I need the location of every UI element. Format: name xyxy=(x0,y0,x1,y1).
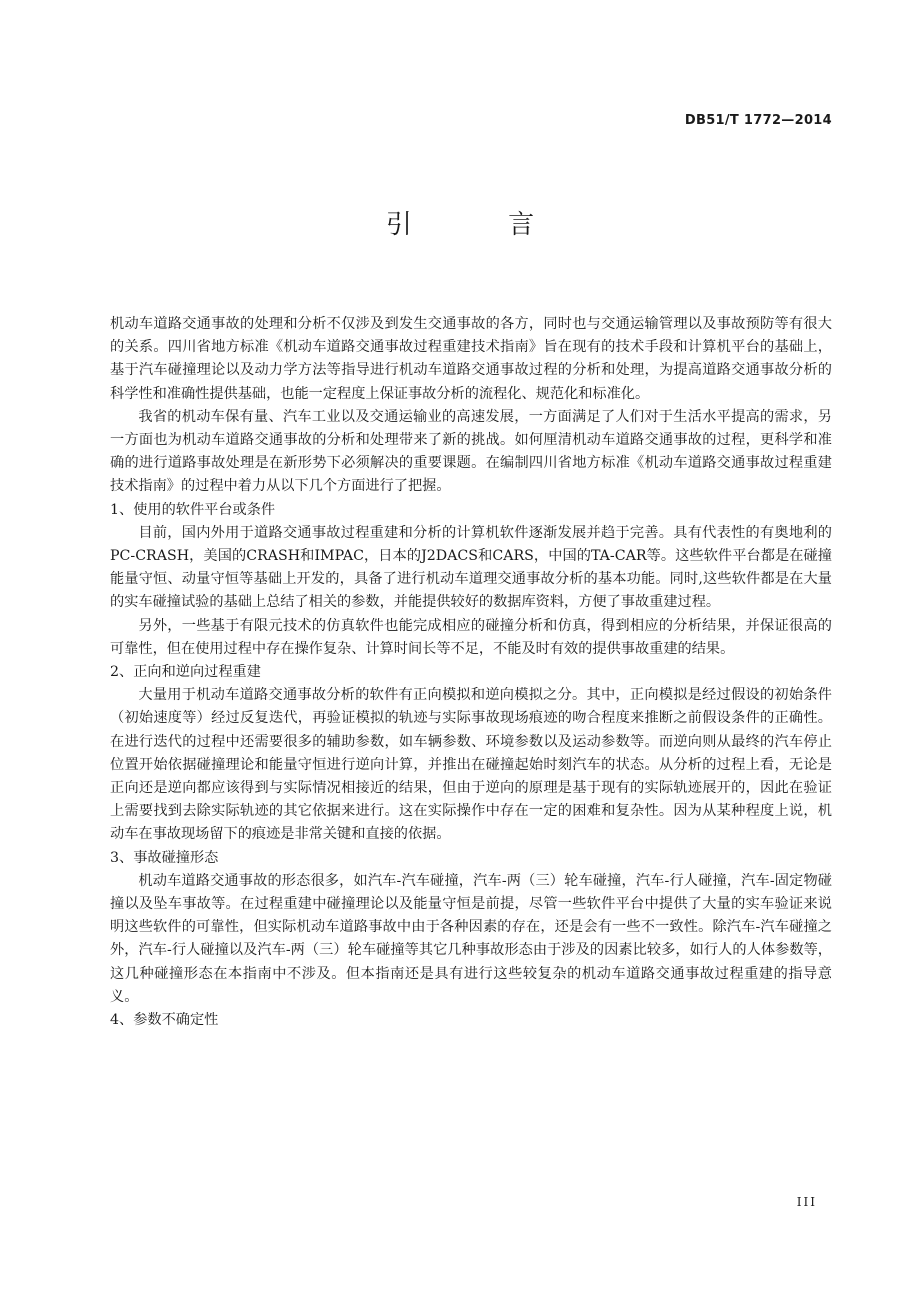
paragraph: 另外，一些基于有限元技术的仿真软件也能完成相应的碰撞分析和仿真，得到相应的分析结果，并保证很高的可靠性，但在使用过程中存在操作复杂、计算时间长等不足，不能及时有效的提供事故重建的结果。 xyxy=(110,617,832,657)
section-heading-3: 3、事故碰撞形态 xyxy=(110,849,219,866)
paragraph: 目前，国内外用于道路交通事故过程重建和分析的计算机软件逐渐发展并趋于完善。具有代表性的有奥地利的PC-CRASH，美国的CRASH和IMPAC，日本的J2DACS和CARS，中国的TA-CAR等。这些软件平台都是在碰撞能量守恒、动量守恒等基础上开发的，具备了进行机动车道理交通事故分析的基本功能。同时,这些软件都是在大量的实车碰撞试验的基础上总结了相关的参数，并能提供较好的数据库资料，方便了事故重建过程。 xyxy=(110,524,832,611)
page-title: 引 言 xyxy=(385,210,579,240)
paragraph: 我省的机动车保有量、汽车工业以及交通运输业的高速发展，一方面满足了人们对于生活水平提高的需求，另一方面也为机动车道路交通事故的分析和处理带来了新的挑战。如何厘清机动车道路交通事故的过程，更科学和准确的进行道路事故处理是在新形势下必须解决的重要课题。在编制四川省地方标准《机动车道路交通事故过程重建技术指南》的过程中着力从以下几个方面进行了把握。 xyxy=(110,408,832,495)
section-heading-1: 1、使用的软件平台或条件 xyxy=(110,501,276,518)
body-text xyxy=(110,313,832,1032)
section-heading-4: 4、参数不确定性 xyxy=(110,1012,219,1029)
paragraph-intro: 机动车道路交通事故的处理和分析不仅涉及到发生交通事故的各方，同时也与交通运输管理以及事故预防等有很大的关系。四川省地方标准《机动车道路交通事故过程重建技术指南》旨在现有的技术手段和计算机平台的基础上，基于汽车碰撞理论以及动力学方法等指导进行机动车道路交通事故过程的分析和处理，为提高道路交通事故分析的科学性和准确性提供基础，也能一定程度上保证事故分析的流程化、规范化和标准化。 xyxy=(110,316,832,402)
paragraph: 机动车道路交通事故的形态很多，如汽车-汽车碰撞，汽车-两（三）轮车碰撞，汽车-行人碰撞，汽车-固定物碰撞以及坠车事故等。在过程重建中碰撞理论以及能量守恒是前提，尽管一些软件平台中提供了大量的实车验证来说明这些软件的可靠性，但实际机动车道路事故中由于各种因素的存在，还是会有一些不一致性。除汽车-汽车碰撞之外，汽车-行人碰撞以及汽车-两（三）轮车碰撞等其它几种事故形态由于涉及的因素比较多，如行人的人体参数等，这几种碰撞形态在本指南中不涉及。但本指南还是具有进行这些较复杂的机动车道路交通事故过程重建的指导意义。 xyxy=(110,872,832,1005)
page-number: III xyxy=(796,1195,817,1209)
paragraph: 大量用于机动车道路交通事故分析的软件有正向模拟和逆向模拟之分。其中，正向模拟是经过假设的初始条件（初始速度等）经过反复迭代，再验证模拟的轨迹与实际事故现场痕迹的吻合程度来推断之前假设条件的正确性。在进行迭代的过程中还需要很多的辅助参数，如车辆参数、环境参数以及运动参数等。而逆向则从最终的汽车停止位置开始依据碰撞理论和能量守恒进行逆向计算，并推出在碰撞起始时刻汽车的状态。从分析的过程上看，无论是正向还是逆向都应该得到与实际情况相接近的结果，但由于逆向的原理是基于现有的实际轨迹展开的，因此在验证上需要找到去除实际轨迹的其它依据来进行。这在实际操作中存在一定的困难和复杂性。因为从某种程度上说，机动车在事故现场留下的痕迹是非常关键和直接的依据。 xyxy=(110,687,832,843)
section-heading-2: 2、正向和逆向过程重建 xyxy=(110,664,261,681)
document-code: DB51/T 1772—2014 xyxy=(684,113,832,128)
